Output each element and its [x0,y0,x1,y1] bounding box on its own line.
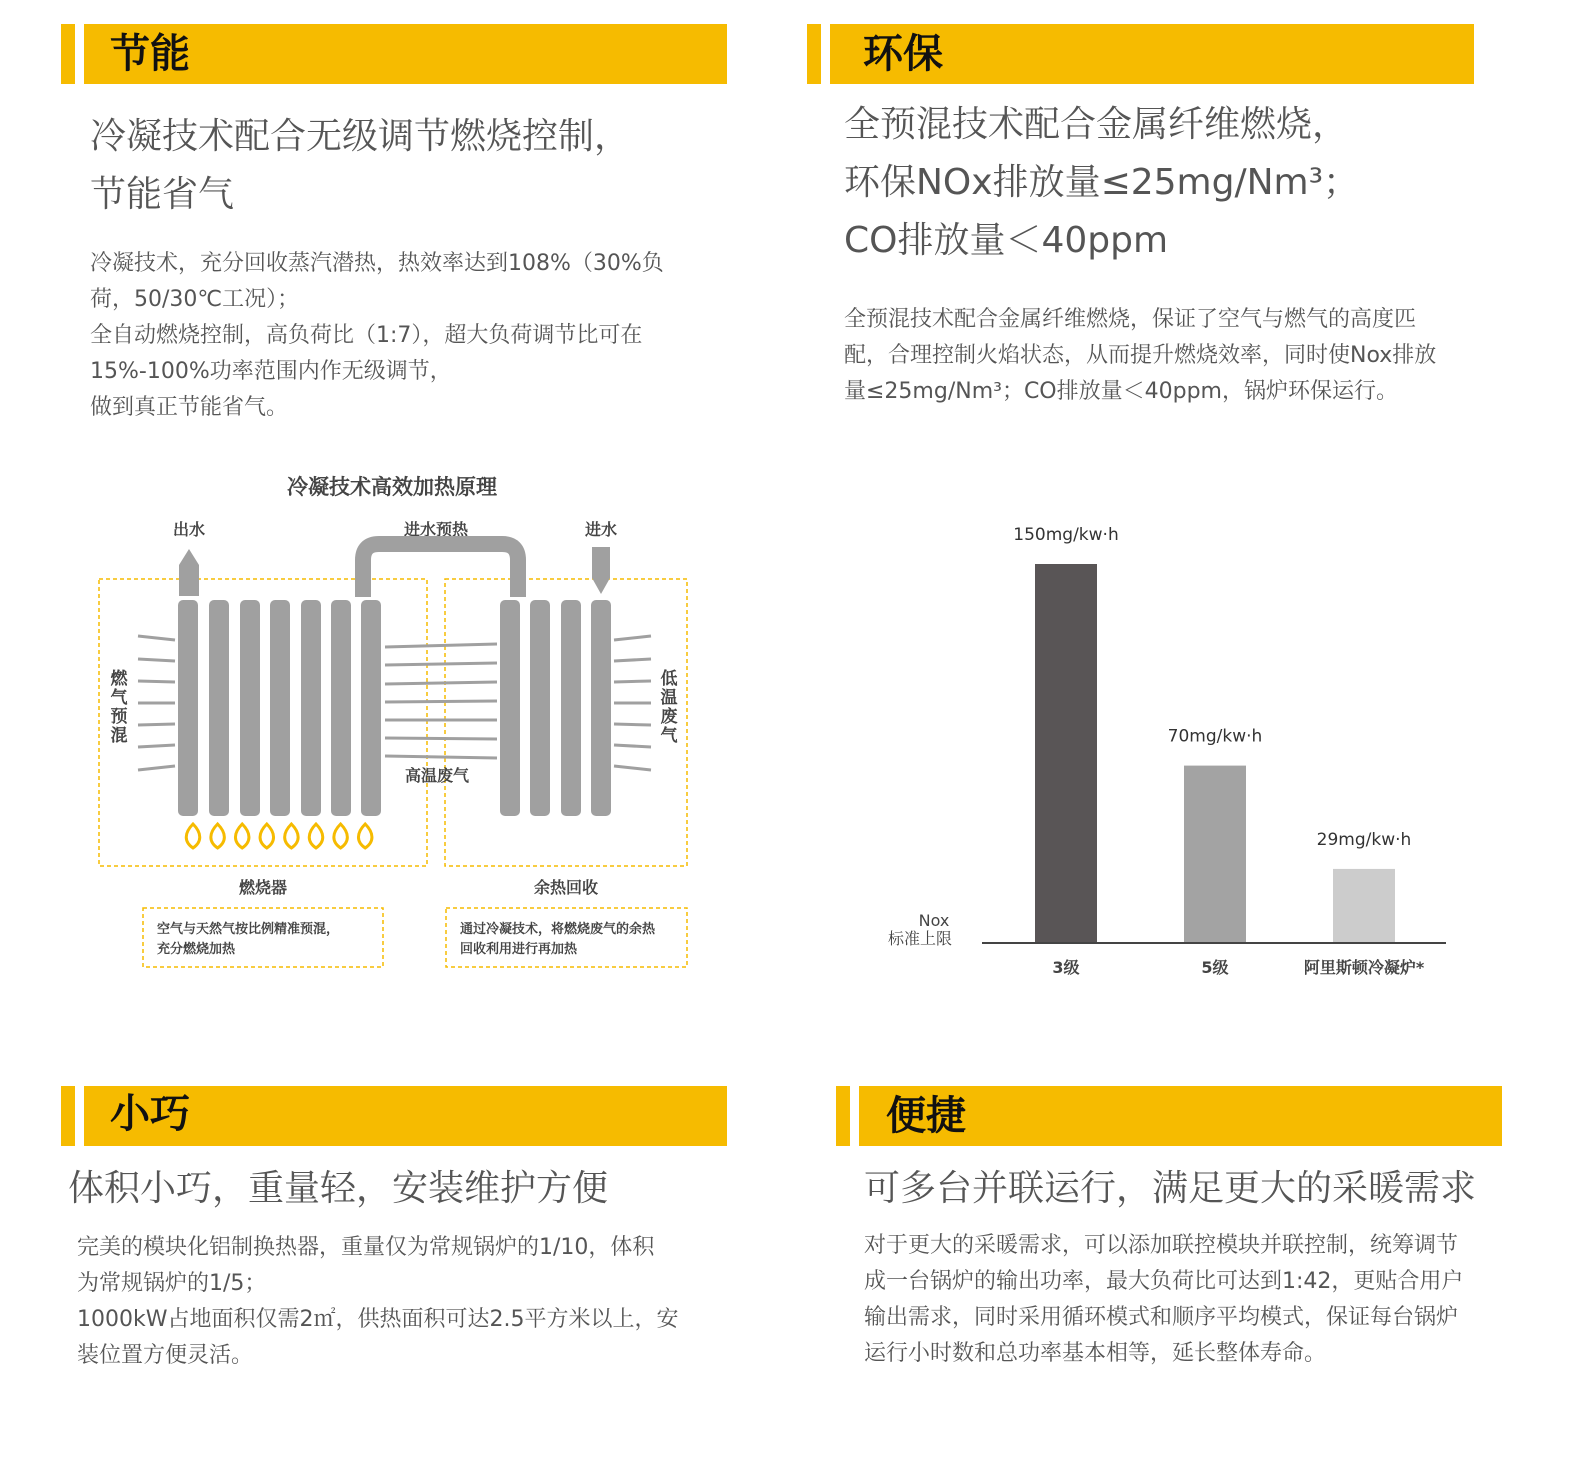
energy-headline-line: 节能省气 [90,174,235,215]
gas-premix-char: 预 [110,707,128,727]
eco-headline-line: 全预混技术配合金属纤维燃烧， [844,104,1349,145]
convenient-body-line: 运行小时数和总功率基本相等，延长整体寿命。 [864,1341,1327,1366]
convenient-body-line: 对于更大的采暖需求，可以添加联控模块并联控制，统筹调节 [864,1233,1459,1258]
chart-bar [1035,564,1097,942]
flame-icon [235,824,249,848]
eco-accent [807,24,821,84]
convenient-body-line: 输出需求，同时采用循环模式和顺序平均模式，保证每台锅炉 [864,1305,1459,1330]
recovery-tubes [500,600,611,816]
gas-premix-label [110,668,129,746]
flame-icon [334,824,348,848]
recovery-desc-line: 回收利用进行再加热 [460,942,578,957]
low-exhaust-char: 废 [660,707,678,727]
compact-body-line: 完美的模块化铝制换热器，重量仅为常规锅炉的1/10，体积 [77,1235,655,1260]
eco-title: 环保 [863,31,943,77]
energy-body-line: 冷凝技术，充分回收蒸汽潜热，热效率达到108%（30%负 [90,251,664,276]
chart-bar [1333,869,1395,942]
outlet-arrow [179,549,199,596]
gas-premix-lines [138,636,175,770]
recovery-label: 余热回收 [533,878,599,897]
condensing-diagram [0,460,760,990]
recovery-desc-line: 通过冷凝技术，将燃烧废气的余热 [460,922,656,937]
convenient-accent [836,1086,850,1146]
low-exhaust-lines [614,636,651,770]
burner-desc-line: 空气与天然气按比例精准预混， [157,922,340,937]
chart-value-label: 29mg/kw·h [1316,829,1412,850]
hot-exhaust-label: 高温废气 [404,766,470,785]
inlet-arrow [592,547,610,594]
compact-body-line: 装位置方便灵活。 [77,1343,254,1368]
compact-body-line: 1000kW占地面积仅需2㎡，供热面积可达2.5平方米以上，安 [77,1307,679,1332]
nox-chart [860,500,1480,1000]
compact-title: 小巧 [110,1091,190,1137]
gas-premix-char: 混 [110,726,128,746]
eco-headline [844,96,1359,270]
preheat-pipe [363,544,518,597]
eco-headline-line: 环保NOx排放量≤25mg/Nm³； [844,162,1360,203]
chart-bar [1184,766,1246,942]
convenient-body [864,1228,1463,1372]
flame-icon [358,824,372,848]
energy-headline-line: 冷凝技术配合无级调节燃烧控制， [90,116,631,157]
chart-bars [1013,525,1425,977]
low-exhaust-char: 温 [660,688,678,708]
gas-premix-char: 气 [110,688,128,708]
chart-value-label: 150mg/kw·h [1013,525,1119,545]
flame-icon [260,824,274,848]
eco-body-line: 配，合理控制火焰状态，从而提升燃烧效率，同时使Nox排放 [844,343,1437,368]
energy-headline [90,108,630,224]
hot-exhaust-lines [385,644,497,758]
convenient-body-line: 成一台锅炉的输出功率，最大负荷比可达到1:42，更贴合用户 [864,1269,1464,1294]
low-exhaust-label [661,668,679,746]
energy-body-line: 15%-100%功率范围内作无级调节， [90,359,452,384]
chart-category-label: 阿里斯顿冷凝炉* [1303,958,1425,977]
chart-category-label: 5级 [1201,958,1229,977]
chart-value-label: 70mg/kw·h [1167,726,1263,747]
diagram-title: 冷凝技术高效加热原理 [287,475,497,499]
energy-accent [61,24,75,84]
gas-premix-char: 燃 [110,669,128,689]
flame-icon [309,824,323,848]
compact-body-line: 为常规锅炉的1/5； [77,1271,267,1296]
low-exhaust-char: 低 [660,669,678,689]
flame-icon [285,824,299,848]
chart-ylabel-line: Nox [918,911,950,930]
energy-body-line: 做到真正节能省气。 [90,395,289,420]
burner-tubes [178,600,381,816]
compact-body [77,1230,678,1374]
eco-body-line: 全预混技术配合金属纤维燃烧，保证了空气与燃气的高度匹 [844,307,1417,332]
eco-headline-line: CO排放量＜40ppm [844,220,1169,261]
compact-headline: 体积小巧，重量轻，安装维护方便 [68,1168,609,1209]
outlet-label: 出水 [172,520,206,539]
recovery-desc-box [446,908,687,967]
flame-icon [186,824,200,848]
inlet-label: 进水 [584,520,618,539]
energy-body-line: 全自动燃烧控制，高负荷比（1:7），超大负荷调节比可在 [90,323,643,348]
convenient-title: 便捷 [886,1093,966,1139]
convenient-headline: 可多台并联运行，满足更大的采暖需求 [864,1168,1477,1209]
eco-body-line: 量≤25mg/Nm³；CO排放量＜40ppm，锅炉环保运行。 [844,379,1398,404]
burner-desc-line: 充分燃烧加热 [157,942,236,957]
energy-body-line: 荷，50/30℃工况）； [90,287,300,312]
burner-label: 燃烧器 [238,878,288,897]
burner-desc-box [143,908,383,967]
low-exhaust-char: 气 [660,726,678,746]
eco-body [844,302,1436,410]
energy-body [90,246,664,426]
preheat-label: 进水预热 [403,520,469,539]
flame-icon [211,824,225,848]
burner-flames [186,824,372,848]
compact-accent [61,1086,75,1146]
energy-title: 节能 [110,31,190,77]
chart-category-label: 3级 [1052,958,1080,977]
chart-ylabel-line: 标准上限 [887,929,953,948]
